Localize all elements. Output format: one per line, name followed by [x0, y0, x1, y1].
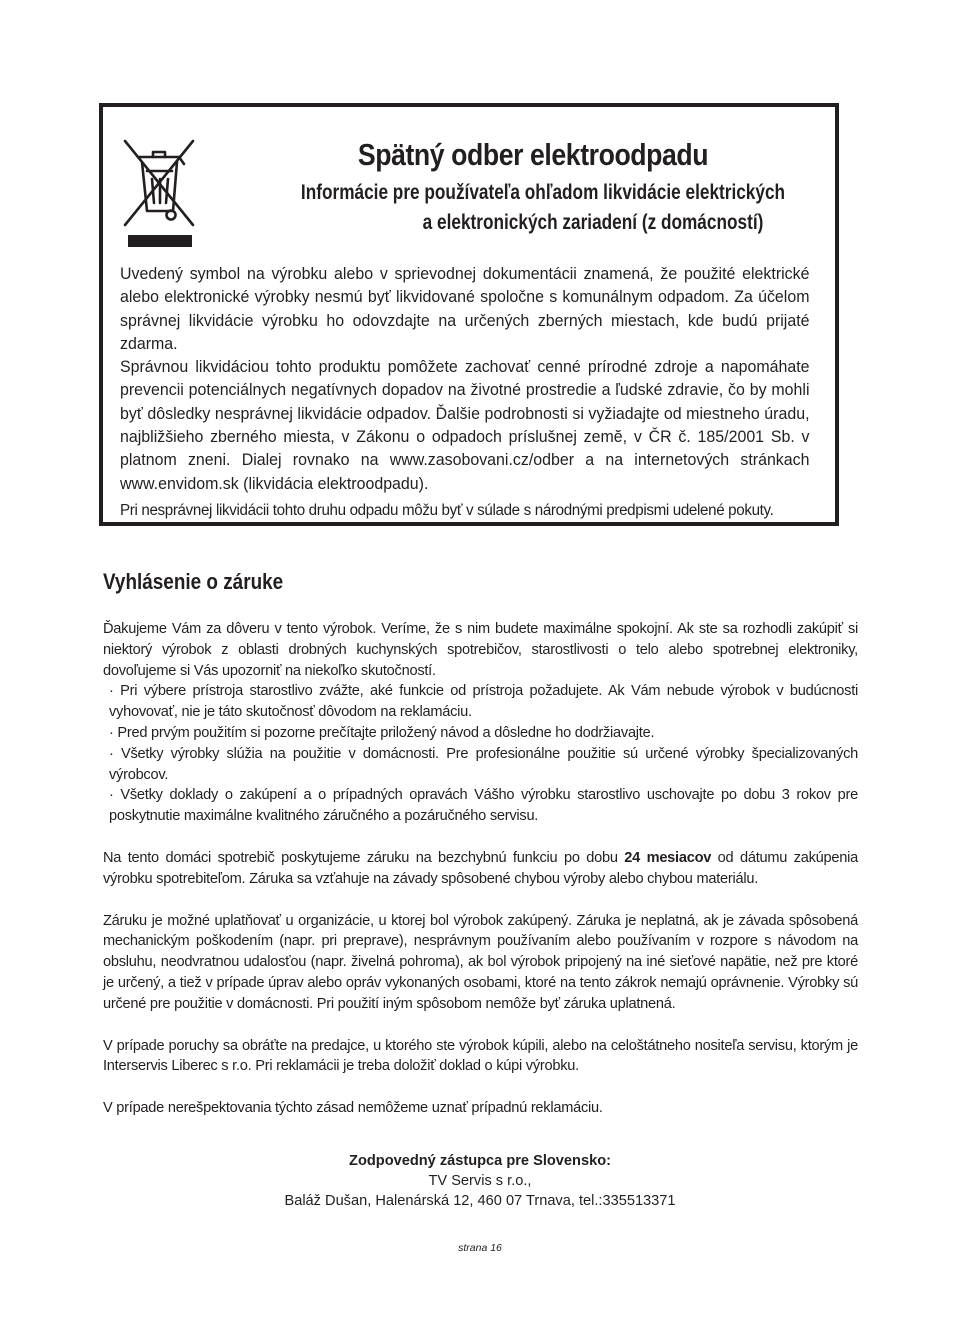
warranty-intro: Ďakujeme Vám za dôveru v tento výrobok. Veríme, že s nim budete maximálne spokojní. Ak ste sa rozhodli zakúpiť si niektorý výrobok z oblasti drobných kuchynských spotrebičov, starostlivosti o telo alebo spotrebnej elektroniky, dovoľujeme si Vás upozorniť na niekoľko skutočností.: [103, 621, 858, 679]
warranty-period-text: Na tento domáci spotrebič poskytujeme záruku na bezchybnú funkciu po dobu: [103, 849, 625, 866]
warranty-bullet: · Pri výbere prístroja starostlivo zvážte, aké funkcie od prístroja požadujete. Ak Vám nebude výrobok v budúcnosti vyhovovať, nie je táto skutočnosť dôvodom na reklamáciu.: [109, 683, 858, 721]
box-subtitle-line2: a elektronických zariadení (z domácností): [422, 211, 764, 234]
warranty-bullet: · Všetky doklady o zakúpení a o prípadných opravách Vášho výrobku starostlivo uschovajte po dobu 3 rokov pre poskytnutie maximálne kvalitného záručného a pozáručného servisu.: [109, 787, 858, 825]
warranty-title: Vyhlásenie o záruke: [103, 569, 284, 594]
box-text: [120, 263, 810, 522]
warranty-conditions: Záruku je možné uplatňovať u organizácie, u ktorej bol výrobok zakúpený. Záruka je neplatná, ak je závada spôsobená mechanickým poškodením (napr. pri preprave), nesprávnym používaním alebo používaním v rozpore s návodom na obsluhu, neodvratnou udalosťou (napr. živelná pohroma), ak bol výrobok pripojený na iné sieťové napätie, než pre ktoré je určený, a tiež v prípade úprav alebo opráv vykonaných osobami, ktoré na tento zákrok nemajú oprávnenie. Výrobky sú určené pre použitie v domácnosti. Pri použití iným spôsobom nemôže byť záruka uplatnená.: [103, 912, 858, 1012]
box-title: Spätný odber elektroodpadu: [357, 137, 709, 172]
box-paragraph: Správnou likvidáciou tohto produktu pomôžete zachovať cenné prírodné zdroje a napomáhate prevencii potenciálnych negatívnych dopadov na životné prostredie a ľudské zdravie, čo by mohli byť dôsledky nesprávnej likvidácie odpadov. Ďalšie podrobnosti si vyžiadajte od miestneho úradu, najbližšieho zberného miesta, v Zákonu o odpadoch príslušnej zemĕ, v ČR č. 185/2001 Sb. v platnom zneni. Dialej rovnako na www.zasobovani.cz/odber a na internetových stránkach www.envidom.sk (likvidácia elektroodpadu).: [120, 358, 810, 493]
box-paragraph: Uvedený symbol na výrobku alebo v sprievodnej dokumentácii znamená, že použité elektrické alebo elektronické výrobky nesmú byť likvidované spoločne s komunálnym odpadom. Za účelom správnej likvidácie výrobku ho odovzdajte na určených zberných miestach, kde budú prijaté zdarma.: [120, 265, 810, 353]
weee-disposal-box: [99, 103, 839, 526]
crossed-out-wheelie-bin-icon: [121, 129, 197, 249]
warranty-bullet: · Všetky výrobky slúžia na použitie v domácnosti. Pre profesionálne použitie sú určené výrobky špecializovaných výrobcov.: [109, 745, 858, 783]
warranty-period: [103, 848, 858, 890]
box-subtitle-line1: Informácie pre používateľa ohľadom likvidácie elektrických: [300, 181, 786, 204]
warranty-text: [103, 619, 858, 1119]
contact-title: Zodpovedný zástupca pre Slovensko:: [349, 1153, 611, 1169]
warranty-service: V prípade poruchy sa obráťte na predajce, u ktorého ste výrobok kúpili, alebo na celoštátneho nositeľa servisu, ktorým je Interservis Liberec s r.o. Pri reklamácii je treba doložiť doklad o kúpi výrobku.: [103, 1037, 858, 1075]
warranty-bullet: · Pred prvým použitím si pozorne prečítajte priložený návod a dôsledne ho dodržiavajte.: [109, 724, 655, 741]
warranty-nonobservance: V prípade nerešpektovania týchto zásad nemôžeme uznať prípadnú reklamáciu.: [103, 1100, 603, 1117]
contact-company: TV Servis s r.o.,: [428, 1173, 532, 1189]
page-number: strana 16: [458, 1242, 502, 1254]
warranty-period-text: od dátumu zakúpenia výrobku spotrebiteľom. Záruka sa vzťahuje na závady spôsobené chybou výroby alebo chybou materiálu.: [103, 849, 859, 887]
box-paragraph: Pri nesprávnej likvidácii tohto druhu odpadu môžu byť v súlade s národnými predpismi udelené pokuty.: [120, 501, 774, 519]
contact-address: Baláž Dušan, Halenárská 12, 460 07 Trnava, tel.:335513371: [284, 1193, 676, 1209]
warranty-period-duration: 24 mesiacov: [624, 849, 712, 866]
